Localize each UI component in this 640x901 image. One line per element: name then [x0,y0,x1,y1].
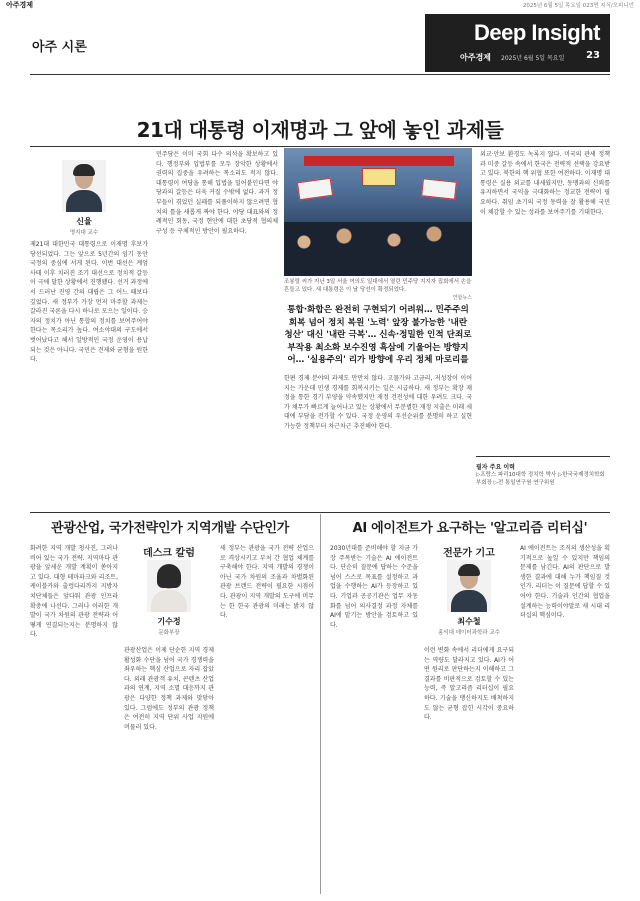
page-header [30,14,610,72]
right-column-text-2: 이런 변화 속에서 리더에게 요구되는 역량도 달라지고 있다. AI가 어떤 원리로 판단하는지 이해하고 그 결과를 비판적으로 검토할 수 있는 능력, 즉 알고리즘 리터십이 필요하다. 기술을 맹신하지도 배척하지도 않는 균형 잡힌 시각이 중요하다. [424,647,514,722]
author-photo [147,560,191,612]
section-rule [30,512,610,513]
profile-title: 필자 주요 이력 [476,464,515,471]
header-rule [30,74,610,75]
lead-headline: 21대 대통령 이재명과 그 앞에 놓인 과제들 [136,118,504,142]
series-banner [425,14,610,72]
series-title: Deep Insight [473,20,600,45]
right-column-text-1: 2030년대를 준비해야 할 지금 가장 주목받는 기술은 AI 에이전트다. 단순히 질문에 답하는 수준을 넘어 스스로 목표를 설정하고 과업을 수행하는 AI가 등장하고 있다. 기업과 공공기관은 업무 자동화를 넘어 의사결정 과정 자체를 AI에 맡기는 방안을 검토하고 있다. [330,545,418,629]
left-column-text-3: 새 정부는 관광을 국가 전략 산업으로 격상시키고 부처 간 협업 체계를 구축해야 한다. 지역 개발의 경쟁이 아닌 국가 차원의 조율과 차별화된 관광 브랜드 전략이 필요한 시점이다. 관광이 지역 개발의 도구에 머무는 한 한국 관광의 미래는 밝지 않다. [220,545,314,620]
author-name: 신율 [76,217,92,226]
author-profile [476,456,610,514]
right-column-text-3: AI 에이전트는 조직의 생산성을 획기적으로 높일 수 있지만 책임의 문제를 남긴다. AI의 판단으로 발생한 결과에 대해 누가 책임질 것인가. 리더는 이 질문에 답할 수 있어야 한다. 기술과 인간의 협업을 설계하는 능력이야말로 새 시대 리더십의 핵심이다. [520,545,610,620]
lead-deck: 통합·화합은 완전히 구현되기 어려워… 민주주의 회복 넘어 정치 복원 '노력' 앞장 불가능한 '내란 청산' 대신 '내란 극복'… 신속·정밀한 인적 단죄로 부작용 최소화 보수진영 흑삼에 기울어는 방향지어… '실용주의' 리가 방향에 우리 정체 마로리를 [284,305,472,366]
paper-name: 아주경제 [460,53,491,62]
right-column-headline: AI 에이전트가 요구하는 '알고리즘 리터십' [352,521,588,536]
print-stamp: 2025년 6월 5일 목요일 023면 지식/오피니언 [522,3,634,9]
lead-author [44,160,124,236]
right-column-label: 전문가 기고 [443,548,495,559]
author-name: 최수철 [457,617,481,626]
left-column-author [124,560,214,636]
author-photo [62,160,106,212]
left-column-text-1: 화려한 지역 개발 청사진, 그러나 비어 있는 국가 전략. 지역마다 관광을 앞세운 개발 계획이 쏟아지고 있다. 대형 테마파크와 리조트, 케이블카와 출렁다리까지 지방자치단체들은 앞다퉈 관광 인프라 확충에 나선다. 그러나 이러한 개발이 국가 차원의 관광 전략과 어떻게 연결되는지는 분명하지 않다. [30,545,118,639]
author-role: 명지대 교수 [69,230,99,236]
newspaper-logo: 아주경제 [6,1,34,9]
author-role: 문화부장 [158,630,180,636]
caption-text: 조봉렬 씨가 지난 3일 서울 여의도 일대에서 열린 민주당 지지자 집회에서 손을 흔들고 있다. 새 대통령은 이 날 당선이 확정되었다. [284,279,472,293]
protest-photo [284,148,472,276]
section-title: 아주 시론 [32,40,87,55]
author-role: 홍익대 데이터과학과 교수 [438,630,500,636]
masthead-strip [0,0,640,10]
left-column-label: 데스크 칼럼 [143,548,195,559]
author-photo [447,560,491,612]
issue-date: 2025년 6월 5일 목요일 [501,55,565,62]
page-number: 23 [586,50,600,61]
column-divider [320,514,321,894]
lead-column-3: 한편 경제 분야의 과제도 만만치 않다. 고물가와 고금리, 저성장이 이어지는 가운데 민생 경제를 회복시키는 일은 시급하다. 새 정부는 확장 재정을 통한 경기 부양을 약속했지만 재정 건전성에 대한 우려도 크다. 국가 채무가 빠르게 늘어나고 있는 상황에서 무분별한 재정 지출은 미래 세대에 부담을 전가할 수 있다. 국정 운영의 우선순위를 분명히 하고 실현 가능한 정책부터 차근차근 추진해야 한다. [284,375,472,430]
lead-column-1: 제21대 대한민국 대통령으로 이재명 후보가 당선되었다. 그는 앞으로 5년간의 임기 동안 국정의 중심에 서게 된다. 이번 대선은 계엄 사태 이후 치러진 조기 대선으로 정치적 갈등이 극에 달한 상황에서 진행됐다. 선거 과정에서 드러난 진영 간의 대립은 그 어느 때보다 깊었다. 새 정부가 가장 먼저 마주할 과제는 갈라진 국론을 다시 하나로 모으는 일이다. 승자의 정치가 아닌 통합의 정치를 보여주어야 한다는 목소리가 높다. 여소야대의 구도에서 벗어났다고 해서 일방적인 국정 운영이 용납되는 것은 아니다. 국민은 견제와 균형을 원한다. [30,241,148,364]
right-column-author [424,560,514,636]
headline-rule [30,146,610,147]
left-column-headline: 관광산업, 국가전략인가 지역개발 수단인가 [51,521,289,536]
lead-column-4: 외교·안보 환경도 녹록지 않다. 미국의 관세 정책과 미중 갈등 속에서 한국은 전략적 선택을 강요받고 있다. 북한의 핵 위협 또한 여전하다. 이재명 대통령은 실용 외교를 내세웠지만, 동맹과의 신뢰를 유지하면서 국익을 극대화하는 정교한 전략이 필요하다. 취임 초기의 국정 동력을 잘 활용해 국민이 체감할 수 있는 성과를 보여주기를 기대한다. [480,151,610,216]
photo-caption [284,278,472,301]
author-name: 기수정 [157,617,181,626]
left-column-text-2: 관광산업은 이제 단순한 지역 경제 활성화 수단을 넘어 국가 경쟁력을 좌우하는 핵심 산업으로 자리 잡았다. 외래 관광객 유치, 콘텐츠 산업과의 연계, 지역 소멸 대응까지 관광은 다양한 정책 과제와 맞닿아 있다. 그럼에도 정부의 관광 정책은 여전히 지역 단위 사업 지원에 머물러 있다. [124,647,214,731]
profile-text: ▷프랑스 파리10대학 정치학 박사 ▷한국국제정치학회 부회장 ▷전 통일연구원 연구위원 [476,472,605,486]
photo-credit: 연합뉴스 [452,295,472,301]
lead-column-2: 민주당은 이미 국회 다수 의석을 확보하고 있다. 행정부와 입법부를 모두 장악한 상황에서 권력의 집중을 우려하는 목소리도 적지 않다. 대통령이 여당을 통해 입법을 밀어붙인다면 야당과의 갈등은 더욱 커질 수밖에 없다. 과거 정부들이 겪었던 실패를 되풀이하지 않으려면 협치의 틀을 새롭게 짜야 한다. 야당 대표와의 정례적인 회동, 국정 현안에 대한 초당적 협의체 구성 등 구체적인 방안이 필요하다. [156,151,278,235]
